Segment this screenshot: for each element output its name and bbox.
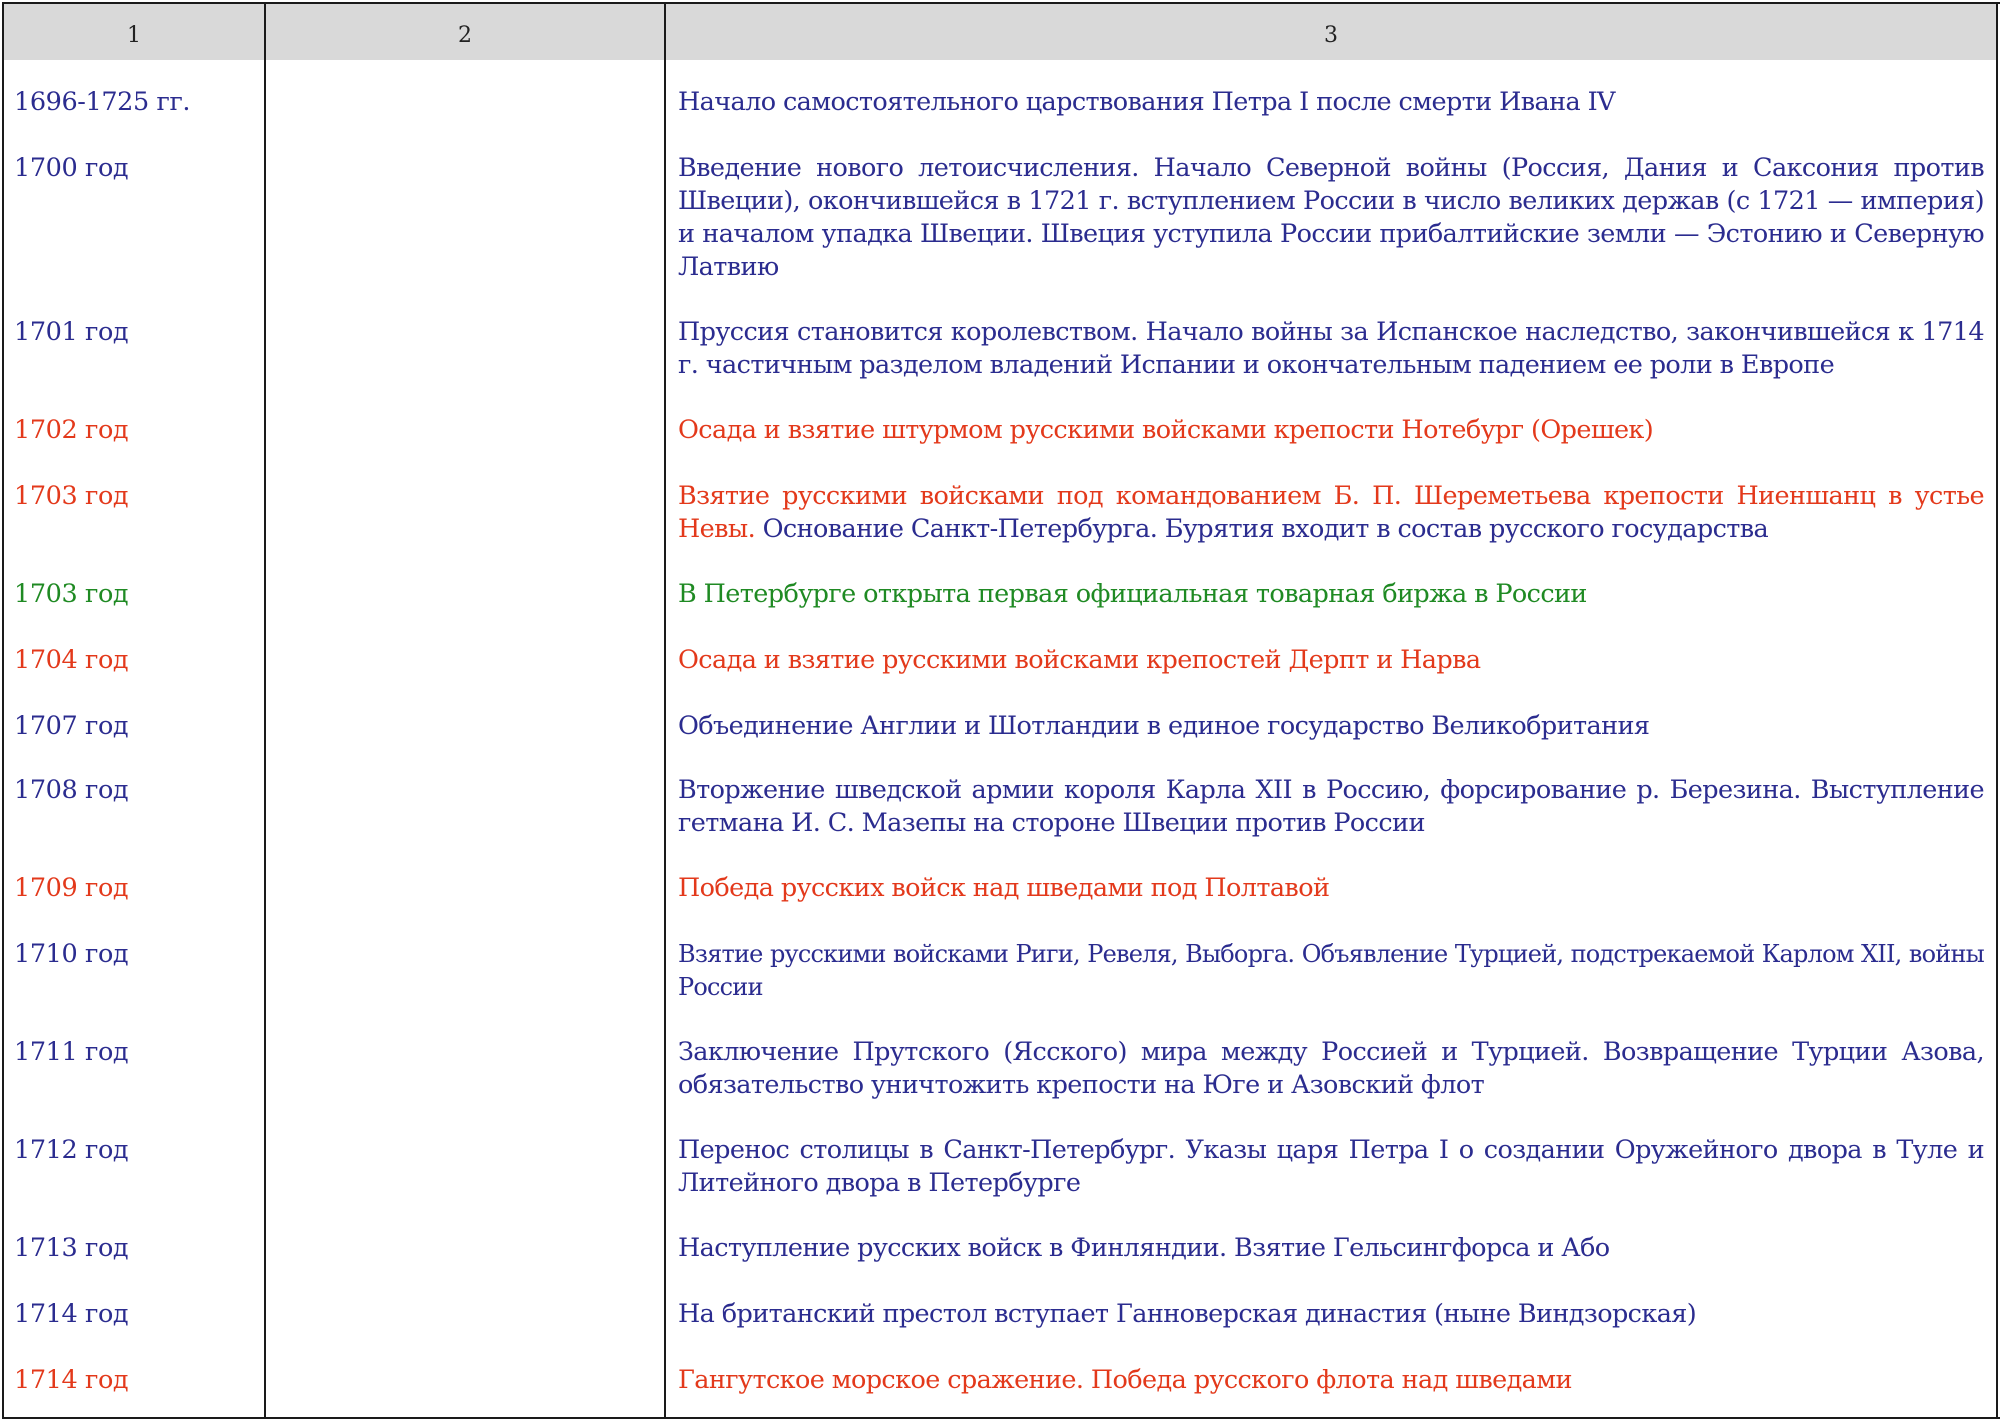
event-text-segment: Начало самостоятельного царствования Петра I после смерти Ивана IV bbox=[678, 87, 1615, 117]
row-event-description bbox=[678, 152, 1984, 284]
event-text-segment: Гангутское морское сражение. Победа русского флота над шведами bbox=[678, 1365, 1572, 1395]
row-event-description bbox=[678, 316, 1984, 382]
row-year: 1703 год bbox=[14, 579, 129, 609]
event-text-segment: Наступление русских войск в Финляндии. Взятие Гельсингфорса и Або bbox=[678, 1233, 1610, 1263]
row-year: 1696-1725 гг. bbox=[14, 87, 191, 117]
row-event-description bbox=[678, 710, 1984, 743]
row-year: 1711 год bbox=[14, 1037, 129, 1067]
row-event-description bbox=[678, 872, 1984, 905]
row-year: 1710 год bbox=[14, 939, 129, 969]
row-event-description bbox=[678, 86, 1984, 119]
event-text-segment: Вторжение шведской армии короля Карла XII в Россию, форсирование р. Березина. Выступление гетмана И. С. Мазепы на стороне Швеции против России bbox=[678, 775, 1984, 838]
row-event-description bbox=[678, 1134, 1984, 1200]
row-year: 1709 год bbox=[14, 873, 129, 903]
event-text-segment: Перенос столицы в Санкт-Петербург. Указы царя Петра I о создании Оружейного двора в Туле и Литейного двора в Петербурге bbox=[678, 1135, 1984, 1198]
column-header-3: 3 bbox=[1324, 23, 1338, 48]
column-header-1: 1 bbox=[127, 23, 141, 48]
column-divider-1-2 bbox=[264, 2, 266, 1418]
event-text-segment: Основание Санкт-Петербурга. Бурятия входит в состав русского государства bbox=[755, 514, 1769, 544]
row-year: 1713 год bbox=[14, 1233, 129, 1263]
event-text-segment: Объединение Англии и Шотландии в единое государство Великобритания bbox=[678, 711, 1650, 741]
event-text-segment: Осада и взятие русскими войсками крепостей Дерпт и Нарва bbox=[678, 645, 1481, 675]
table-border-top bbox=[2, 2, 2000, 4]
event-text-segment: Взятие русскими войсками Риги, Ревеля, Выборга. Объявление Турцией, подстрекаемой Карлом XII, войны России bbox=[678, 940, 1984, 1001]
event-text-segment: Победа русских войск над шведами под Полтавой bbox=[678, 873, 1330, 903]
event-text-segment: Введение нового летоисчисления. Начало Северной войны (Россия, Дания и Саксония против Швеции), окончившейся в 1721 г. вступлением России в число великих держав (с 1721 — империя) и началом упадка Швеции. Швеция уступила России прибалтийские земли — Эстонию и Северную Латвию bbox=[678, 153, 1984, 282]
table-border-bottom bbox=[2, 1417, 2000, 1419]
row-year: 1714 год bbox=[14, 1299, 129, 1329]
row-event-description bbox=[678, 1298, 1984, 1331]
row-event-description bbox=[678, 1036, 1984, 1102]
row-year: 1707 год bbox=[14, 711, 129, 741]
table-border-right bbox=[1996, 2, 1998, 1418]
row-year: 1701 год bbox=[14, 317, 129, 347]
event-text-segment: Осада и взятие штурмом русскими войсками крепости Нотебург (Орешек) bbox=[678, 415, 1654, 445]
row-event-description bbox=[678, 480, 1984, 546]
event-text-segment: В Петербурге открыта первая официальная товарная биржа в России bbox=[678, 579, 1587, 609]
row-year: 1712 год bbox=[14, 1135, 129, 1165]
column-divider-2-3 bbox=[664, 2, 666, 1418]
row-event-description bbox=[678, 774, 1984, 840]
row-event-description bbox=[678, 414, 1984, 447]
row-event-description bbox=[678, 1232, 1984, 1265]
column-header-2: 2 bbox=[458, 23, 472, 48]
row-event-description bbox=[678, 578, 1984, 611]
table-border-left bbox=[2, 2, 4, 1418]
row-event-description bbox=[678, 644, 1984, 677]
row-year: 1714 год bbox=[14, 1365, 129, 1395]
row-event-description bbox=[678, 938, 1984, 1004]
event-text-segment: На британский престол вступает Ганноверская династия (ныне Виндзорская) bbox=[678, 1299, 1697, 1329]
row-year: 1703 год bbox=[14, 481, 129, 511]
event-text-segment: Взятие русскими войсками под командованием Б. П. Шереметьева крепости Ниеншанц в устье Невы. bbox=[678, 481, 1984, 544]
row-year: 1704 год bbox=[14, 645, 129, 675]
row-year: 1702 год bbox=[14, 415, 129, 445]
row-year: 1700 год bbox=[14, 153, 129, 183]
event-text-segment: Пруссия становится королевством. Начало войны за Испанское наследство, закончившейся к 1714 г. частичным разделом владений Испании и окончательным падением ее роли в Европе bbox=[678, 317, 1984, 380]
event-text-segment: Заключение Прутского (Ясского) мира между Россией и Турцией. Возвращение Турции Азова, обязательство уничтожить крепости на Юге и Азовский флот bbox=[678, 1037, 1984, 1100]
row-event-description bbox=[678, 1364, 1984, 1397]
row-year: 1708 год bbox=[14, 775, 129, 805]
